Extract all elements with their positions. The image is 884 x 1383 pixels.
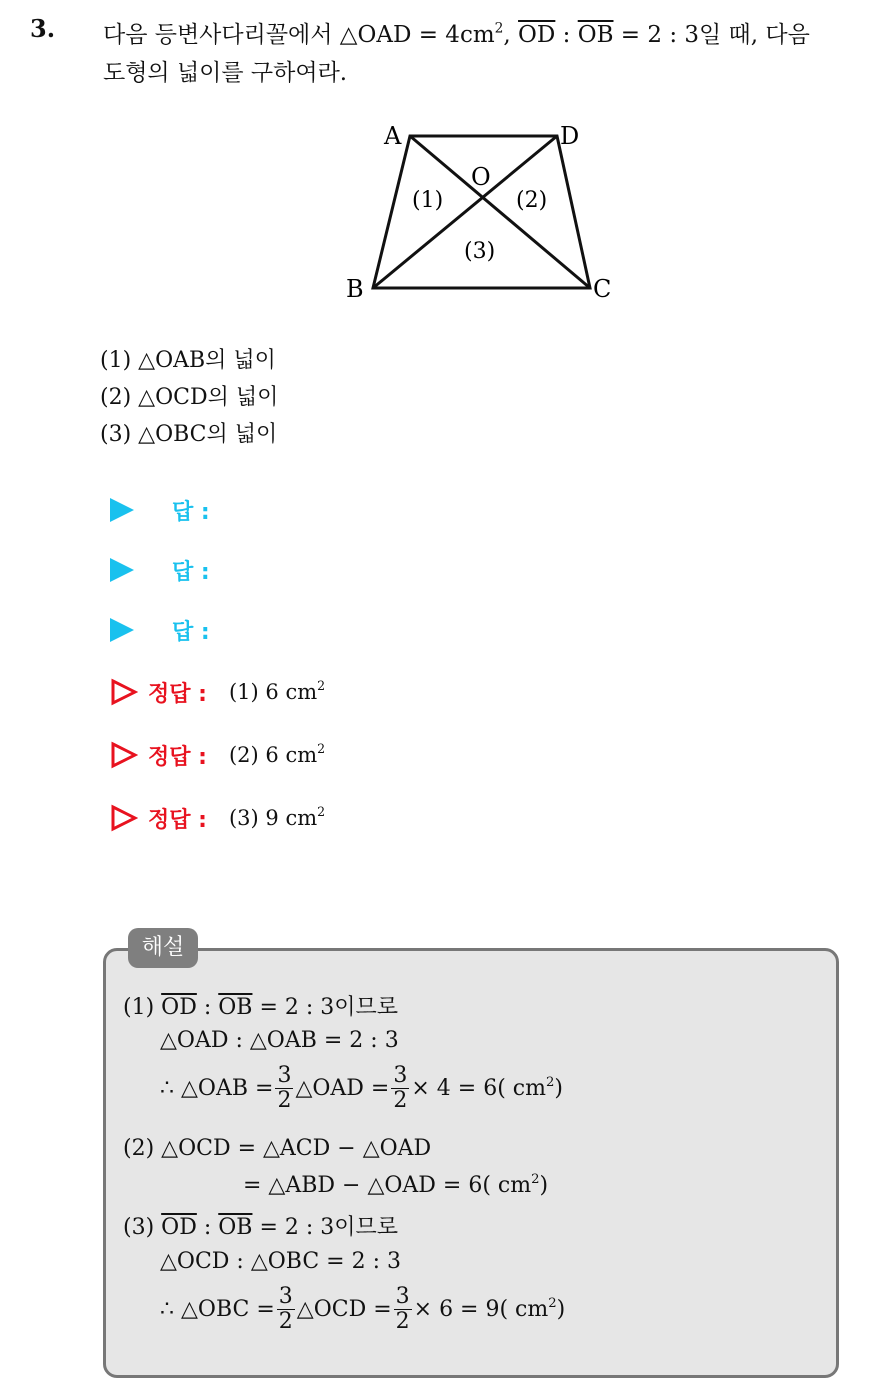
- correct-answer-value: (1) 6 $cm^2$: [228, 678, 326, 704]
- question-line-1: 다음 등변사다리꼴에서 △OAD = $4cm^2$, $\overline{OD}$ : $\overline{OB} = 2$ : 3일 때, 다음: [103, 20, 810, 48]
- solution-p1-line1: (1) $\overline{OD}$ : $\overline{OB} = 2$ : 3이므로: [123, 995, 399, 1020]
- answer-label: 답 :: [172, 619, 210, 645]
- fraction: $\frac{3}{2}$: [277, 1063, 292, 1113]
- play-triangle-icon: [110, 618, 134, 642]
- fraction: $\frac{3}{2}$: [395, 1284, 410, 1334]
- solution-p2-line2: = △ABD − △OAD = 6( $cm^2$): [243, 1171, 549, 1198]
- solution-badge: 해설: [128, 928, 198, 968]
- subquestion-1: (1) △OAB의 넓이: [100, 348, 276, 373]
- region-2-label: (2): [516, 188, 548, 213]
- question-line-2: 도형의 넓이를 구하여라.: [103, 60, 348, 86]
- correct-answer-row-1: [110, 672, 325, 712]
- correct-label: 정답 :: [148, 681, 207, 707]
- fraction: $\frac{3}{2}$: [393, 1063, 408, 1113]
- correct-answer-value: (2) 6 $cm^2$: [228, 741, 326, 767]
- play-triangle-icon: [110, 558, 134, 582]
- vertex-a-label: A: [384, 122, 402, 150]
- play-triangle-icon: [110, 498, 134, 522]
- center-o-label: O: [471, 163, 491, 191]
- question-number: 3.: [30, 14, 56, 43]
- vertex-b-label: B: [346, 275, 364, 303]
- solution-p1-ratio: △OAD : △OAB = 2 : 3: [160, 1028, 399, 1053]
- vertex-d-label: D: [560, 122, 580, 150]
- trapezoid-outline: [373, 136, 590, 288]
- answer-row-3: [110, 610, 210, 650]
- correct-label: 정답 :: [148, 807, 207, 833]
- answer-label: 답 :: [172, 559, 210, 585]
- solution-p3-therefore: ∴ △OBC = $\frac{3}{2}$ △OCD = $\frac{3}{2}$ × 6 = 9( $cm^2$): [160, 1284, 566, 1334]
- correct-label: 정답 :: [148, 744, 207, 770]
- correct-answer-row-3: [110, 798, 325, 838]
- solution-p1-therefore: ∴ △OAB = $\frac{3}{2}$ △OAD = $\frac{3}{2}$ × 4 = 6( $cm^2$): [160, 1063, 563, 1113]
- answer-row-2: [110, 550, 210, 590]
- answer-label: 답 :: [172, 499, 210, 525]
- subquestion-2: (2) △OCD의 넓이: [100, 385, 279, 410]
- outline-triangle-icon: [110, 678, 138, 706]
- outline-triangle-icon: [110, 804, 138, 832]
- trapezoid-figure: [340, 112, 630, 308]
- correct-answer-row-2: [110, 735, 325, 775]
- answer-row-1: [110, 490, 210, 530]
- vertex-c-label: C: [593, 275, 612, 303]
- solution-p2-line1: (2) △OCD = △ACD − △OAD: [123, 1136, 432, 1161]
- subquestion-3: (3) △OBC의 넓이: [100, 422, 278, 447]
- solution-p3-line1: (3) $\overline{OD}$ : $\overline{OB} = 2$ : 3이므로: [123, 1215, 399, 1240]
- solution-p3-ratio: △OCD : △OBC = 2 : 3: [160, 1249, 402, 1274]
- outline-triangle-icon: [110, 741, 138, 769]
- region-3-label: (3): [464, 239, 496, 264]
- fraction: $\frac{3}{2}$: [278, 1284, 293, 1334]
- region-1-label: (1): [412, 188, 444, 213]
- correct-answer-value: (3) 9 $cm^2$: [228, 804, 326, 830]
